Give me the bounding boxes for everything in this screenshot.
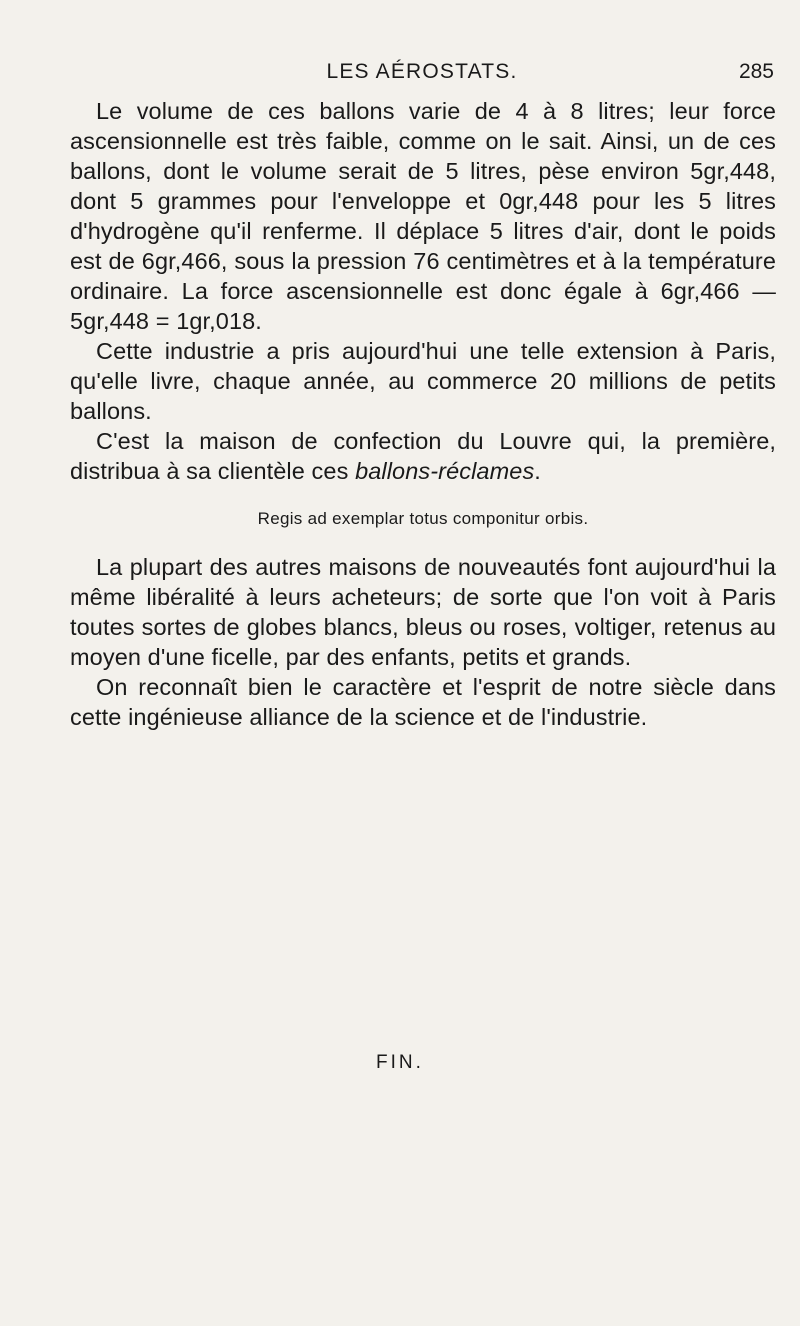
paragraph-other-shops: La plupart des autres maisons de nouveautés font aujourd'hui la même libéralité à leurs acheteurs; de sorte que l'on voit à Paris toutes sortes de globes blancs, bleus ou roses, voltiger, retenus au moyen d'une ficelle, par des enfants, petits et grands. bbox=[70, 554, 776, 670]
emphasis-ballons-reclames: ballons-réclames bbox=[355, 458, 535, 484]
paragraph-louvre bbox=[70, 426, 776, 486]
body-text bbox=[70, 96, 776, 732]
paragraph-industry-extension: Cette industrie a pris aujourd'hui une telle extension à Paris, qu'elle livre, chaque année, au commerce 20 millions de petits ballons. bbox=[70, 338, 776, 424]
end-mark: FIN. bbox=[376, 1052, 424, 1073]
running-title: LES AÉROSTATS. bbox=[326, 60, 518, 83]
louvre-text-before: C'est la maison de confection du Louvre qui, la première, distribua à sa clientèle ces bbox=[70, 428, 776, 484]
louvre-text-after: . bbox=[534, 458, 541, 484]
paragraph-century-spirit: On reconnaît bien le caractère et l'esprit de notre siècle dans cette ingénieuse alliance de la science et de l'industrie. bbox=[70, 674, 776, 730]
epigraph: Regis ad exemplar totus componitur orbis. bbox=[257, 509, 589, 528]
running-head bbox=[70, 60, 774, 90]
paragraph-balloon-volume: Le volume de ces ballons varie de 4 à 8 litres; leur force ascensionnelle est très faible, comme on le sait. Ainsi, un de ces ballons, dont le volume serait de 5 litres, pèse environ 5gr,448, dont 5 grammes pour l'enveloppe et 0gr,448 pour les 5 litres d'hydrogène qu'il renferme. Il déplace 5 litres d'air, dont le poids est de 6gr,466, sous la pression 76 centimètres et à la température ordinaire. La force ascensionnelle est donc égale à 6gr,466 — 5gr,448 = 1gr,018. bbox=[70, 98, 776, 334]
page-number: 285 bbox=[738, 60, 774, 83]
